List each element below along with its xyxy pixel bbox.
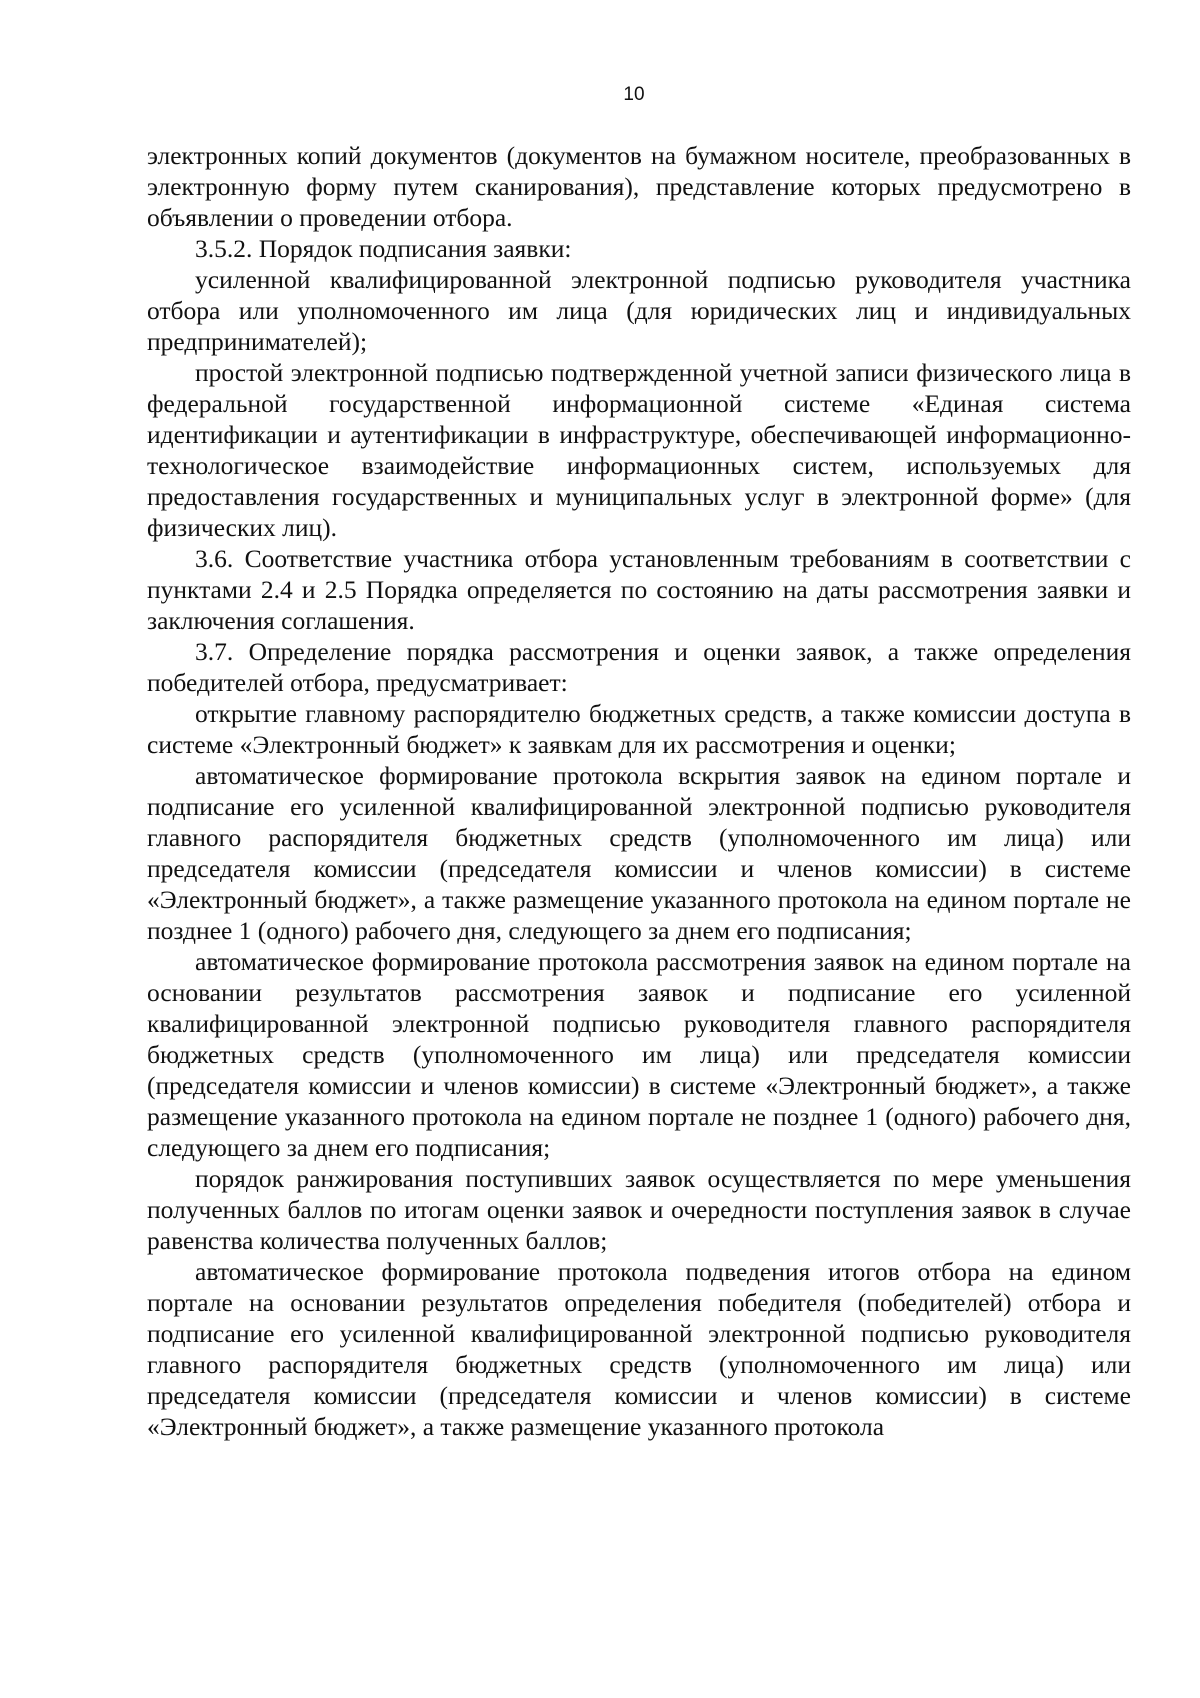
paragraph-3-7: 3.7. Определение порядка рассмотрения и оценки заявок, а также определения победителей отбора, предусматривает: — [147, 637, 1131, 697]
paragraph-signature-legal-entities: усиленной квалифицированной электронной подписью руководителя участника отбора или уполномоченного им лица (для юридических лиц и индивидуальных предпринимателей); — [147, 265, 1131, 356]
paragraph-results-protocol: автоматическое формирование протокола подведения итогов отбора на едином портале на основании результатов определения победителя (победителей) отбора и подписание его усиленной квалифицированной электронной подписью руководителя главного распорядителя бюджетных средств (уполномоченного им лица) или председателя комиссии (председателя комиссии и членов комиссии) в системе «Электронный бюджет», а также размещение указанного протокола — [147, 1257, 1131, 1441]
paragraph-opening-protocol: автоматическое формирование протокола вскрытия заявок на едином портале и подписание его усиленной квалифицированной электронной подписью руководителя главного распорядителя бюджетных средств (уполномоченного им лица) или председателя комиссии (председателя комиссии и членов комиссии) в системе «Электронный бюджет», а также размещение указанного протокола на едином портале не позднее 1 (одного) рабочего дня, следующего за днем его подписания; — [147, 761, 1131, 945]
paragraph-signature-individuals: простой электронной подписью подтвержденной учетной записи физического лица в федеральной государственной информационной системе «Единая система идентификации и аутентификации в инфраструктуре, обеспечивающей информационно-технологическое взаимодействие информационных систем, используемых для предоставления государственных и муниципальных услуг в электронной форме» (для физических лиц). — [147, 358, 1131, 542]
paragraph-3-5-2-heading: 3.5.2. Порядок подписания заявки: — [195, 234, 572, 263]
paragraph-ranking-order: порядок ранжирования поступивших заявок осуществляется по мере уменьшения полученных баллов по итогам оценки заявок и очередности поступления заявок в случае равенства количества полученных баллов; — [147, 1164, 1131, 1255]
document-body — [147, 140, 1131, 1442]
page-number: 10 — [623, 84, 645, 105]
paragraph-review-protocol: автоматическое формирование протокола рассмотрения заявок на едином портале на основании результатов рассмотрения заявок и подписание его усиленной квалифицированной электронной подписью руководителя главного распорядителя бюджетных средств (уполномоченного им лица) или председателя комиссии (председателя комиссии и членов комиссии) в системе «Электронный бюджет», а также размещение указанного протокола на едином портале не позднее 1 (одного) рабочего дня, следующего за днем его подписания; — [147, 947, 1131, 1162]
paragraph-access-opening: открытие главному распорядителю бюджетных средств, а также комиссии доступа в системе «Электронный бюджет» к заявкам для их рассмотрения и оценки; — [147, 699, 1131, 759]
paragraph-3-6: 3.6. Соответствие участника отбора установленным требованиям в соответствии с пунктами 2.4 и 2.5 Порядка определяется по состоянию на даты рассмотрения заявки и заключения соглашения. — [147, 544, 1131, 635]
paragraph-continuation: электронных копий документов (документов на бумажном носителе, преобразованных в электронную форму путем сканирования), представление которых предусмотрено в объявлении о проведении отбора. — [147, 141, 1131, 232]
